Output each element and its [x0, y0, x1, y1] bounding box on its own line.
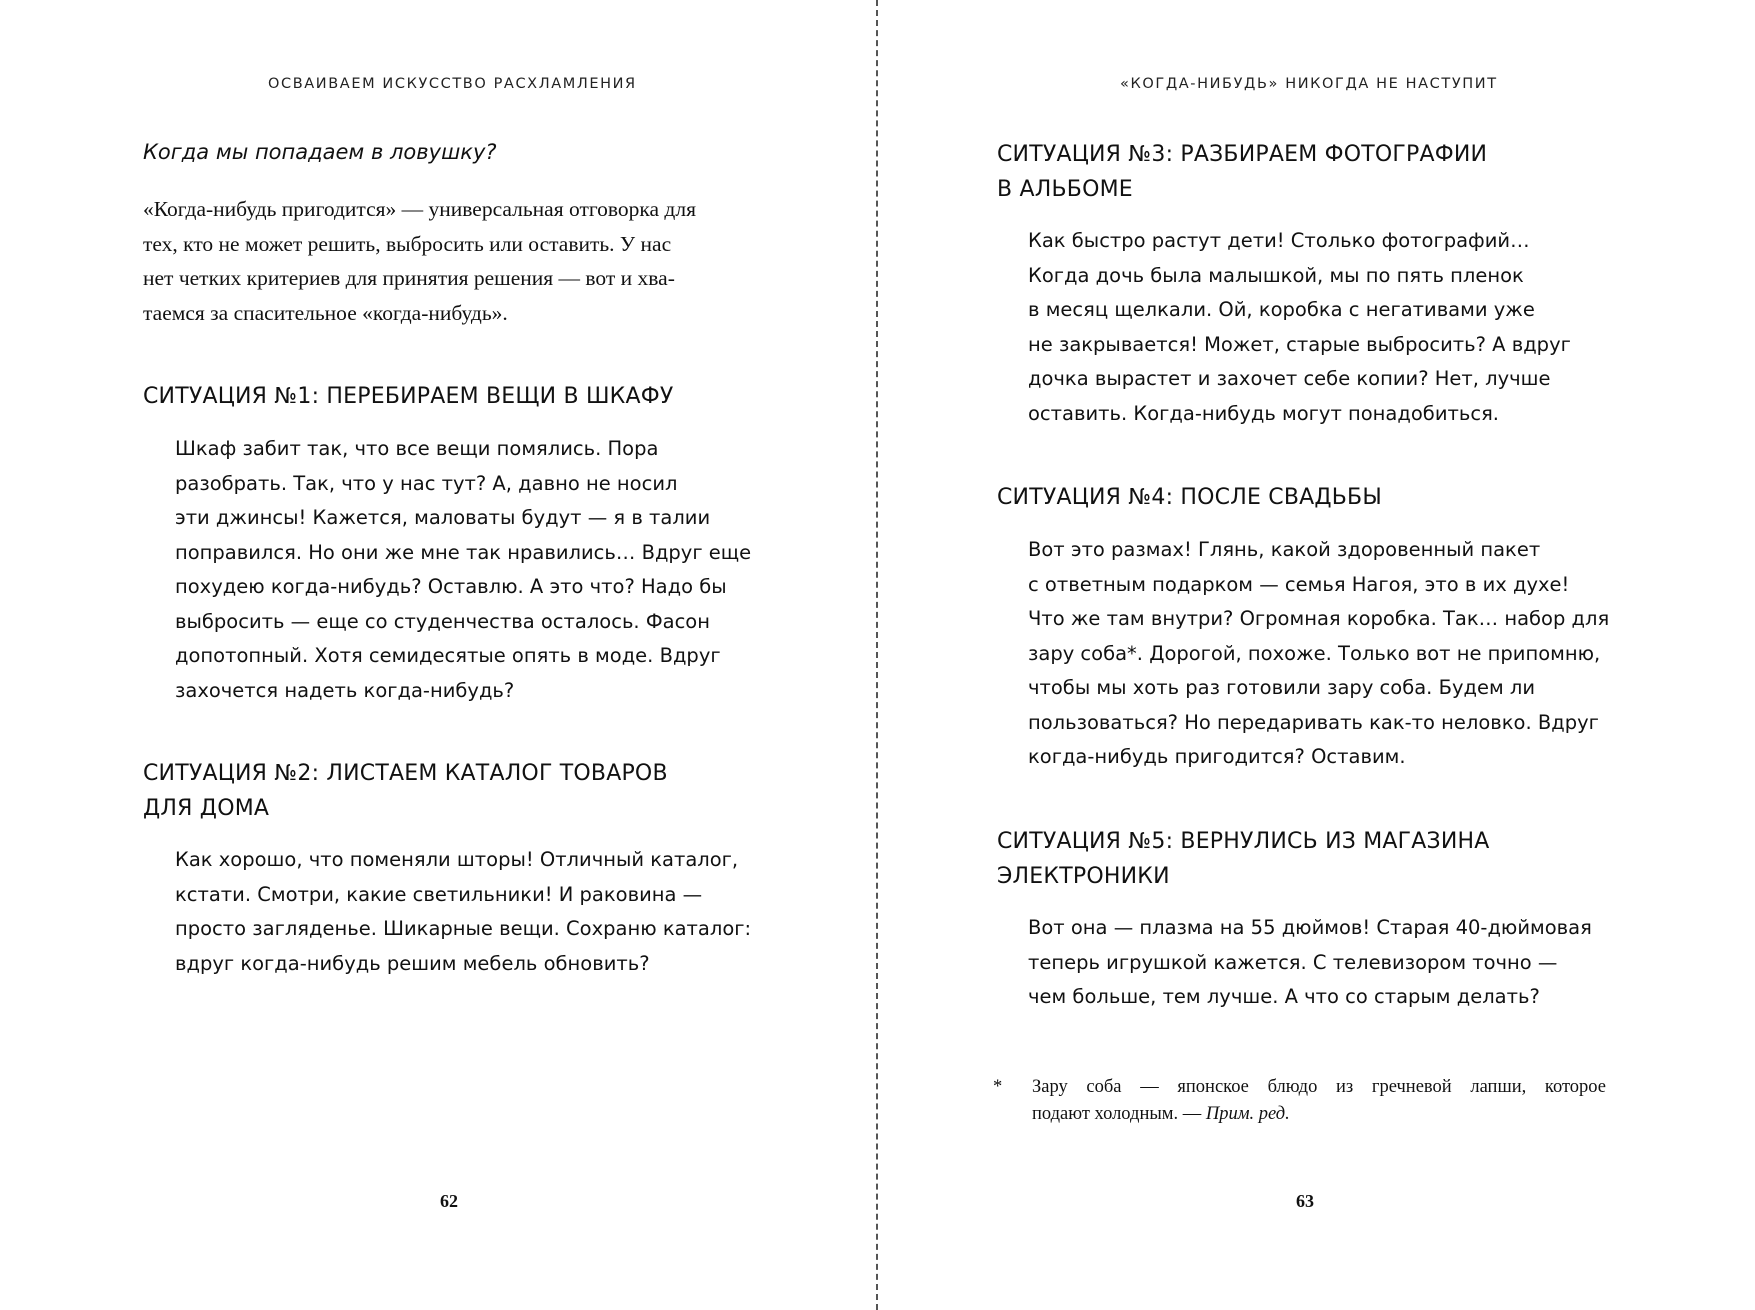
heading-line: ЭЛЕКТРОНИКИ: [997, 863, 1170, 889]
text-line: похудею когда-нибудь? Оставлю. А это что? Надо бы: [175, 575, 727, 598]
footnote-line: Зару соба — японское блюдо из гречневой лапши, которое: [1032, 1077, 1606, 1097]
heading-line: СИТУАЦИЯ №3: РАЗБИРАЕМ ФОТОГРАФИИ: [997, 142, 1488, 167]
heading-line: СИТУАЦИЯ №5: ВЕРНУЛИСЬ ИЗ МАГАЗИНА: [997, 829, 1490, 854]
footnote-line: [1032, 1101, 1516, 1128]
text-line: зару соба*. Дорогой, похоже. Только вот не припомню,: [1028, 641, 1601, 665]
heading-line: СИТУАЦИЯ №2: ЛИСТАЕМ КАТАЛОГ ТОВАРОВ: [143, 761, 668, 786]
footnote-text: подают холодным. —: [1032, 1104, 1206, 1124]
editor-note: Прим. ред.: [1205, 1104, 1290, 1124]
footnote: [993, 1074, 1606, 1128]
situation-2-heading: [143, 757, 668, 826]
text-line: выбросить — еще со студенчества осталось. Фасон: [175, 609, 710, 633]
intro-paragraph: [143, 192, 763, 330]
text-line: дочка вырастет и захочет себе копии? Нет, лучше: [1028, 367, 1551, 390]
situation-3-heading: [997, 138, 1487, 207]
text-line: когда-нибудь пригодится? Оставим.: [1028, 745, 1406, 768]
right-page: [878, 0, 1755, 1310]
running-head: ОСВАИВАЕМ ИСКУССТВО РАСХЛАМЛЕНИЯ: [268, 76, 637, 92]
section-subheading: Когда мы попадаем в ловушку?: [143, 140, 497, 164]
situation-3-text: [1028, 224, 1571, 431]
page-number: 63: [1296, 1191, 1314, 1211]
text-line: чем больше, тем лучше. А что со старым делать?: [1028, 985, 1540, 1008]
text-line: нет четких критериев для принятия решения — вот и хва-: [143, 266, 675, 290]
text-line: Шкаф забит так, что все вещи помялись. Пора: [175, 437, 659, 460]
text-line: чтобы мы хоть раз готовили зару соба. Будем ли: [1028, 676, 1536, 699]
text-line: с ответным подарком — семья Нагоя, это в их духе!: [1028, 572, 1570, 596]
text-line: просто загляденье. Шикарные вещи. Сохраню каталог:: [175, 917, 752, 940]
text-line: «Когда-нибудь пригодится» — универсальная отговорка для: [143, 197, 696, 221]
text-line: не закрывается! Может, старые выбросить? А вдруг: [1028, 332, 1571, 356]
text-line: в месяц щелкали. Ой, коробка с негативами уже: [1028, 298, 1535, 321]
text-line: тех, кто не может решить, выбросить или оставить. У нас: [143, 231, 672, 256]
left-page: [0, 0, 877, 1310]
text-line: Вот она — плазма на 55 дюймов! Старая 40-дюймовая: [1028, 916, 1592, 939]
text-line: эти джинсы! Кажется, маловаты будут — я в талии: [175, 506, 711, 529]
text-line: Как быстро растут дети! Столько фотографий…: [1028, 229, 1530, 252]
text-line: Как хорошо, что поменяли шторы! Отличный каталог,: [175, 848, 739, 871]
page-number: 62: [440, 1191, 458, 1211]
text-line: разобрать. Так, что у нас тут? А, давно не носил: [175, 471, 678, 495]
text-line: Что же там внутри? Огромная коробка. Так… набор для: [1028, 607, 1610, 630]
situation-1-text: [175, 432, 751, 708]
heading-line: СИТУАЦИЯ №4: ПОСЛЕ СВАДЬБЫ: [997, 485, 1382, 510]
text-line: кстати. Смотри, какие светильники! И раковина —: [175, 882, 703, 906]
text-line: теперь игрушкой кажется. С телевизором точно —: [1028, 950, 1558, 974]
text-line: Вот это размах! Глянь, какой здоровенный пакет: [1028, 538, 1541, 561]
text-line: вдруг когда-нибудь решим мебель обновить?: [175, 951, 650, 975]
footnote-mark: *: [993, 1077, 1003, 1097]
footnote-body: [1032, 1074, 1606, 1128]
text-line: допотопный. Хотя семидесятые опять в моде. Вдруг: [175, 644, 721, 667]
text-line: оставить. Когда-нибудь могут понадобиться.: [1028, 401, 1499, 425]
heading-line: ДЛЯ ДОМА: [143, 795, 270, 821]
situation-5-text: [1028, 911, 1592, 1015]
running-head: «КОГДА-НИБУДЬ» НИКОГДА НЕ НАСТУПИТ: [1120, 76, 1498, 92]
heading-line: СИТУАЦИЯ №1: ПЕРЕБИРАЕМ ВЕЩИ В ШКАФУ: [143, 384, 674, 409]
text-line: Когда дочь была малышкой, мы по пять пленок: [1028, 263, 1524, 287]
heading-line: В АЛЬБОМЕ: [997, 176, 1133, 202]
text-line: захочется надеть когда-нибудь?: [175, 678, 515, 702]
situation-1-heading: [143, 380, 674, 415]
situation-5-heading: [997, 825, 1489, 894]
situation-4-heading: [997, 481, 1382, 516]
text-line: поправился. Но они же мне так нравились… Вдруг еще: [175, 540, 752, 564]
situation-4-text: [1028, 533, 1609, 775]
text-line: пользоваться? Но передаривать как-то неловко. Вдруг: [1028, 710, 1599, 734]
situation-2-text: [175, 843, 751, 981]
text-line: таемся за спасительное «когда-нибудь».: [143, 300, 508, 325]
